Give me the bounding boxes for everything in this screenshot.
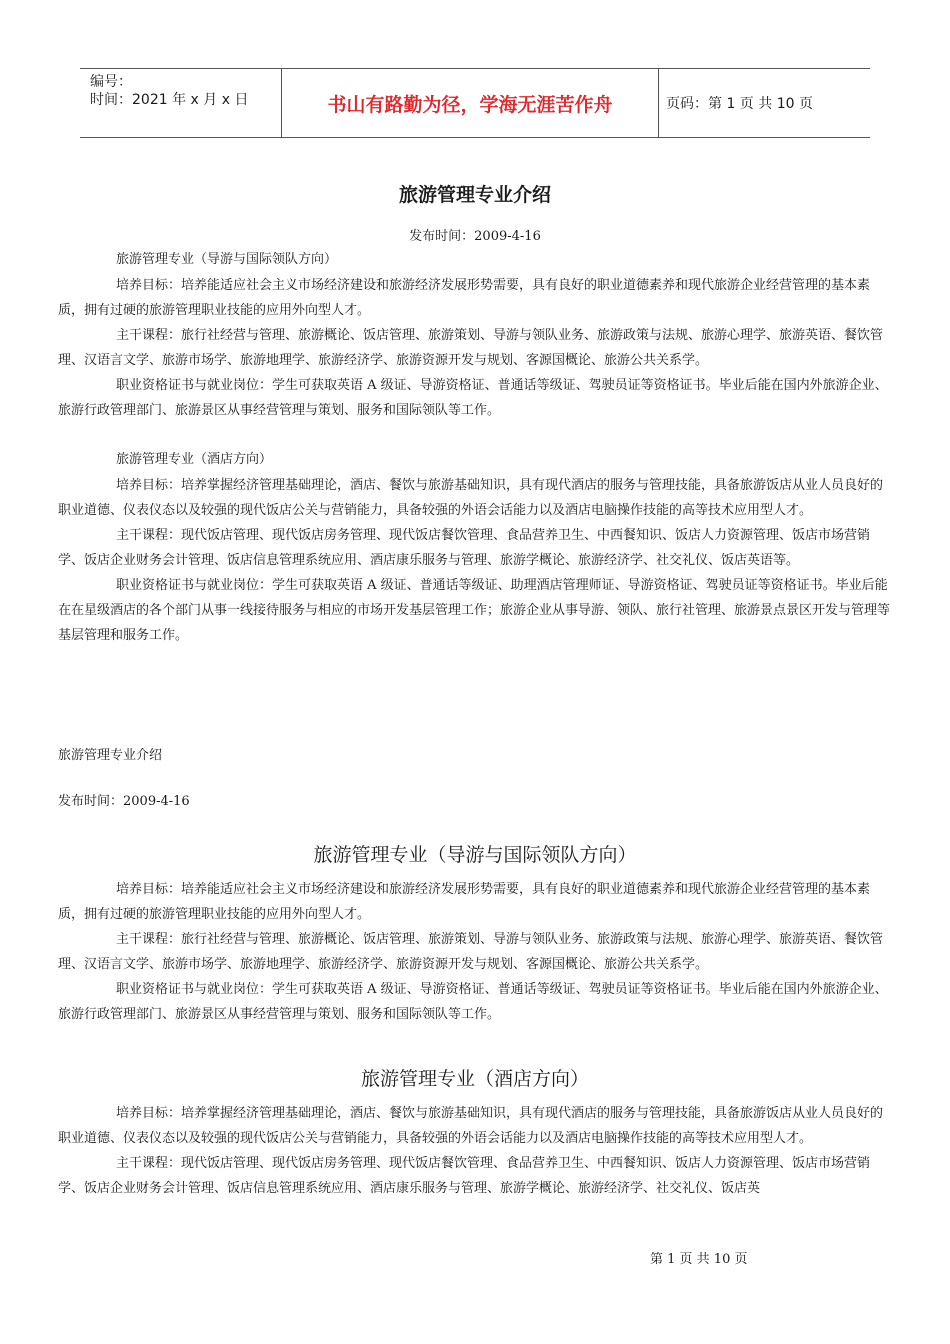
page-header bbox=[80, 68, 870, 138]
header-motto: 书山有路勤为径，学海无涯苦作舟 bbox=[282, 69, 659, 137]
repeat-section2-body bbox=[58, 1101, 892, 1201]
section1-body bbox=[58, 273, 892, 423]
header-number: 编号： bbox=[90, 74, 132, 90]
section1-jobs: 职业资格证书与就业岗位：学生可获取英语 A 级证、导游资格证、普通话等级证、驾驶员证等资格证书。毕业后能在国内外旅游企业、旅游行政管理部门、旅游景区从事经营管理与策划、服务和国际领队等工作。 bbox=[58, 378, 888, 418]
repeat-section1-goal: 培养目标：培养能适应社会主义市场经济建设和旅游经济发展形势需要，具有良好的职业道德素养和现代旅游企业经营管理的基本素质，拥有过硬的旅游管理职业技能的应用外向型人才。 bbox=[58, 882, 871, 922]
repeat-date: 发布时间：2009-4-16 bbox=[58, 794, 190, 809]
repeat-section2-heading: 旅游管理专业（酒店方向） bbox=[360, 1068, 589, 1090]
repeat-section1-courses: 主干课程：旅行社经营与管理、旅游概论、饭店管理、旅游策划、导游与领队业务、旅游政策与法规、旅游心理学、旅游英语、餐饮管理、汉语言文学、旅游市场学、旅游地理学、旅游经济学、旅游资源开发与规划、客源国概论、旅游公共关系学。 bbox=[58, 932, 884, 972]
section2-goal: 培养目标：培养掌握经济管理基础理论，酒店、餐饮与旅游基础知识，具有现代酒店的服务与管理技能，具备旅游饭店从业人员良好的职业道德、仪表仪态以及较强的现代饭店公关与营销能力，具备较强的外语会话能力以及酒店电脑操作技能的高等技术应用型人才。 bbox=[58, 478, 884, 518]
section1-goal: 培养目标：培养能适应社会主义市场经济建设和旅游经济发展形势需要，具有良好的职业道德素养和现代旅游企业经营管理的基本素质，拥有过硬的旅游管理职业技能的应用外向型人才。 bbox=[58, 278, 871, 318]
section1-courses: 主干课程：旅行社经营与管理、旅游概论、饭店管理、旅游策划、导游与领队业务、旅游政策与法规、旅游心理学、旅游英语、餐饮管理、汉语言文学、旅游市场学、旅游地理学、旅游经济学、旅游资源开发与规划、客源国概论、旅游公共关系学。 bbox=[58, 328, 884, 368]
doc-title: 旅游管理专业介绍 bbox=[398, 184, 551, 206]
repeat-section1-jobs: 职业资格证书与就业岗位：学生可获取英语 A 级证、导游资格证、普通话等级证、驾驶员证等资格证书。毕业后能在国内外旅游企业、旅游行政管理部门、旅游景区从事经营管理与策划、服务和国际领队等工作。 bbox=[58, 982, 888, 1022]
section2-heading: 旅游管理专业（酒店方向） bbox=[116, 452, 273, 467]
repeat-section1-body bbox=[58, 877, 892, 1027]
section2-jobs: 职业资格证书与就业岗位：学生可获取英语 A 级证、普通话等级证、助理酒店管理师证、导游资格证、驾驶员证等资格证书。毕业后能在在星级酒店的各个部门从事一线接待服务与相应的市场开发基层管理工作；旅游企业从事导游、领队、旅行社管理、旅游景点景区开发与管理等基层管理和服务工作。 bbox=[58, 578, 891, 643]
section1-heading: 旅游管理专业（导游与国际领队方向） bbox=[116, 252, 338, 267]
header-page-info: 页码：第 1 页 共 10 页 bbox=[666, 96, 813, 112]
header-time: 时间：2021 年 x 月 x 日 bbox=[90, 92, 249, 108]
repeat-title: 旅游管理专业介绍 bbox=[58, 748, 163, 763]
repeat-section2-goal: 培养目标：培养掌握经济管理基础理论，酒店、餐饮与旅游基础知识，具有现代酒店的服务与管理技能，具备旅游饭店从业人员良好的职业道德、仪表仪态以及较强的现代饭店公关与营销能力，具备较强的外语会话能力以及酒店电脑操作技能的高等技术应用型人才。 bbox=[58, 1106, 884, 1146]
repeat-section2-courses: 主干课程：现代饭店管理、现代饭店房务管理、现代饭店餐饮管理、食品营养卫生、中西餐知识、饭店人力资源管理、饭店市场营销学、饭店企业财务会计管理、饭店信息管理系统应用、酒店康乐服务与管理、旅游学概论、旅游经济学、社交礼仪、饭店英 bbox=[58, 1156, 871, 1196]
repeat-section1-heading: 旅游管理专业（导游与国际领队方向） bbox=[313, 844, 637, 866]
page-footer: 第 1 页 共 10 页 bbox=[650, 1252, 748, 1267]
header-meta bbox=[80, 69, 282, 137]
doc-date: 发布时间：2009-4-16 bbox=[409, 229, 541, 244]
section2-body bbox=[58, 473, 892, 648]
section2-courses: 主干课程：现代饭店管理、现代饭店房务管理、现代饭店餐饮管理、食品营养卫生、中西餐知识、饭店人力资源管理、饭店市场营销学、饭店企业财务会计管理、饭店信息管理系统应用、酒店康乐服务与管理、旅游学概论、旅游经济学、社交礼仪、饭店英语等。 bbox=[58, 528, 871, 568]
